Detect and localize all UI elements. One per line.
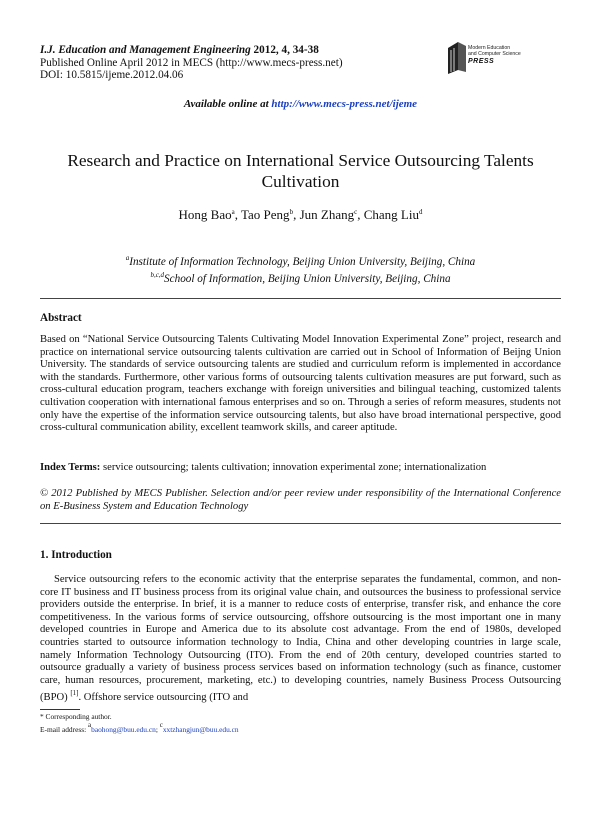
index-terms-text: service outsourcing; talents cultivation; innovation experimental zone; internationalization xyxy=(100,462,487,473)
affiliation: $^a$Institute of Information Technology, Beijing Union University, Beijing, China xyxy=(125,254,476,268)
book-stack-icon xyxy=(446,40,468,76)
section-heading: 1. Introduction xyxy=(40,549,112,561)
citation: [1] xyxy=(70,689,79,698)
doi-line: DOI: 10.5815/ijeme.2012.04.06 xyxy=(40,69,184,81)
corresponding-author: * Corresponding author. xyxy=(40,712,112,721)
divider xyxy=(40,523,561,524)
author: Hong Bao xyxy=(178,207,232,222)
logo-press: PRESS xyxy=(468,58,495,65)
footnote-rule xyxy=(40,709,80,710)
footnote xyxy=(40,712,239,734)
available-label: Available online at xyxy=(183,98,269,110)
published-line: Published Online April 2012 in MECS (http://www.mecs-press.net) xyxy=(40,56,343,69)
intro-paragraph: Service outsourcing refers to the economic activity that the enterprise separates the fundamental, common, and non-core IT business and IT business process from its original value chain, and outsources the business to professional service providers outside the enterprise. In brief, it is a manner to reduce costs of enterprise, transfer risk, and enhance the core competitiveness. In the various forms of service outsourcing, offshore outsourcing is the most important one in many developed countries in Europe and America due to its absolute cost advantage. From the end of 1980s, developed countries started to outsource information technology to India, China and other developing countries in large scale, namely Information Technology Outsourcing (ITO). From the end of 20th century, developed countries started to outsource gradually a variety of business process services based on information technology (such as finance, customer care, human resources, procurement, marketing, etc.) to developing countries, namely Business Process Outsourcing (BPO) [1]. Offshore service outsourcing (ITO and xyxy=(40,574,561,704)
email-link[interactable]: xxtzhangjun@buu.edu.cn xyxy=(162,725,239,734)
author: Chang Liu xyxy=(363,207,419,222)
abstract-heading: Abstract xyxy=(40,312,82,324)
journal-volume: 2012, 4, 34-38 xyxy=(253,44,319,56)
divider xyxy=(40,298,561,299)
publisher-logo xyxy=(446,40,576,80)
author: Jun Zhang xyxy=(299,207,355,222)
affiliations xyxy=(0,252,601,285)
journal-name: I.J. Education and Management Engineering xyxy=(40,44,251,56)
available-online xyxy=(0,98,601,110)
journal-header xyxy=(40,44,343,82)
index-terms xyxy=(40,462,561,475)
author-list: Hong Bao$^a$, Tao Peng$^b$, Jun Zhang$^c$, Chang Liu$^d$ xyxy=(178,207,423,222)
journal-link[interactable]: http://www.mecs-press.net/ijeme xyxy=(271,98,418,110)
index-terms-label: Index Terms: xyxy=(40,462,101,473)
paper-title: Research and Practice on International Service Outsourcing Talents Cultivation xyxy=(67,151,534,191)
affiliation: $^{b,c,d}$School of Information, Beijing Union University, Beijing, China xyxy=(150,270,451,285)
logo-text: Modern Education and Computer Science xyxy=(468,45,521,57)
email-line: E-mail address: $^a$baohong@buu.edu.cn; $^c$xxtzhangjun@buu.edu.cn xyxy=(40,721,239,734)
abstract-text: Based on “National Service Outsourcing Talents Cultivating Model Innovation Experimental Zone” project, research and practice on international service outsourcing talents cultivation are carried out in School of Information of Beijng Union University. The standards of service outsourcing talents are studied and curriculum reform is implemented in accordance with the standards. Furthermore, other various forms of outsourcing talents cultivation measures are put forward, such as cross-cultural education program, teachers exchange with foreign universities and bilingual teaching, customized talents cultivation cooperation with international famous enterprises and so on. Through a series of reform measures, students not only have the expertise of the information service outsourcing talents, but also have broad international perspective, good cross-cultural communication ability, excellent teamwork skills, and career aptitude. xyxy=(40,334,561,434)
email-link[interactable]: baohong@buu.edu.cn xyxy=(91,725,156,734)
author: Tao Peng xyxy=(241,207,290,222)
copyright-notice: © 2012 Published by MECS Publisher. Selection and/or peer review under responsibility of the International Conference on E-Business System and Education Technology xyxy=(40,488,561,512)
